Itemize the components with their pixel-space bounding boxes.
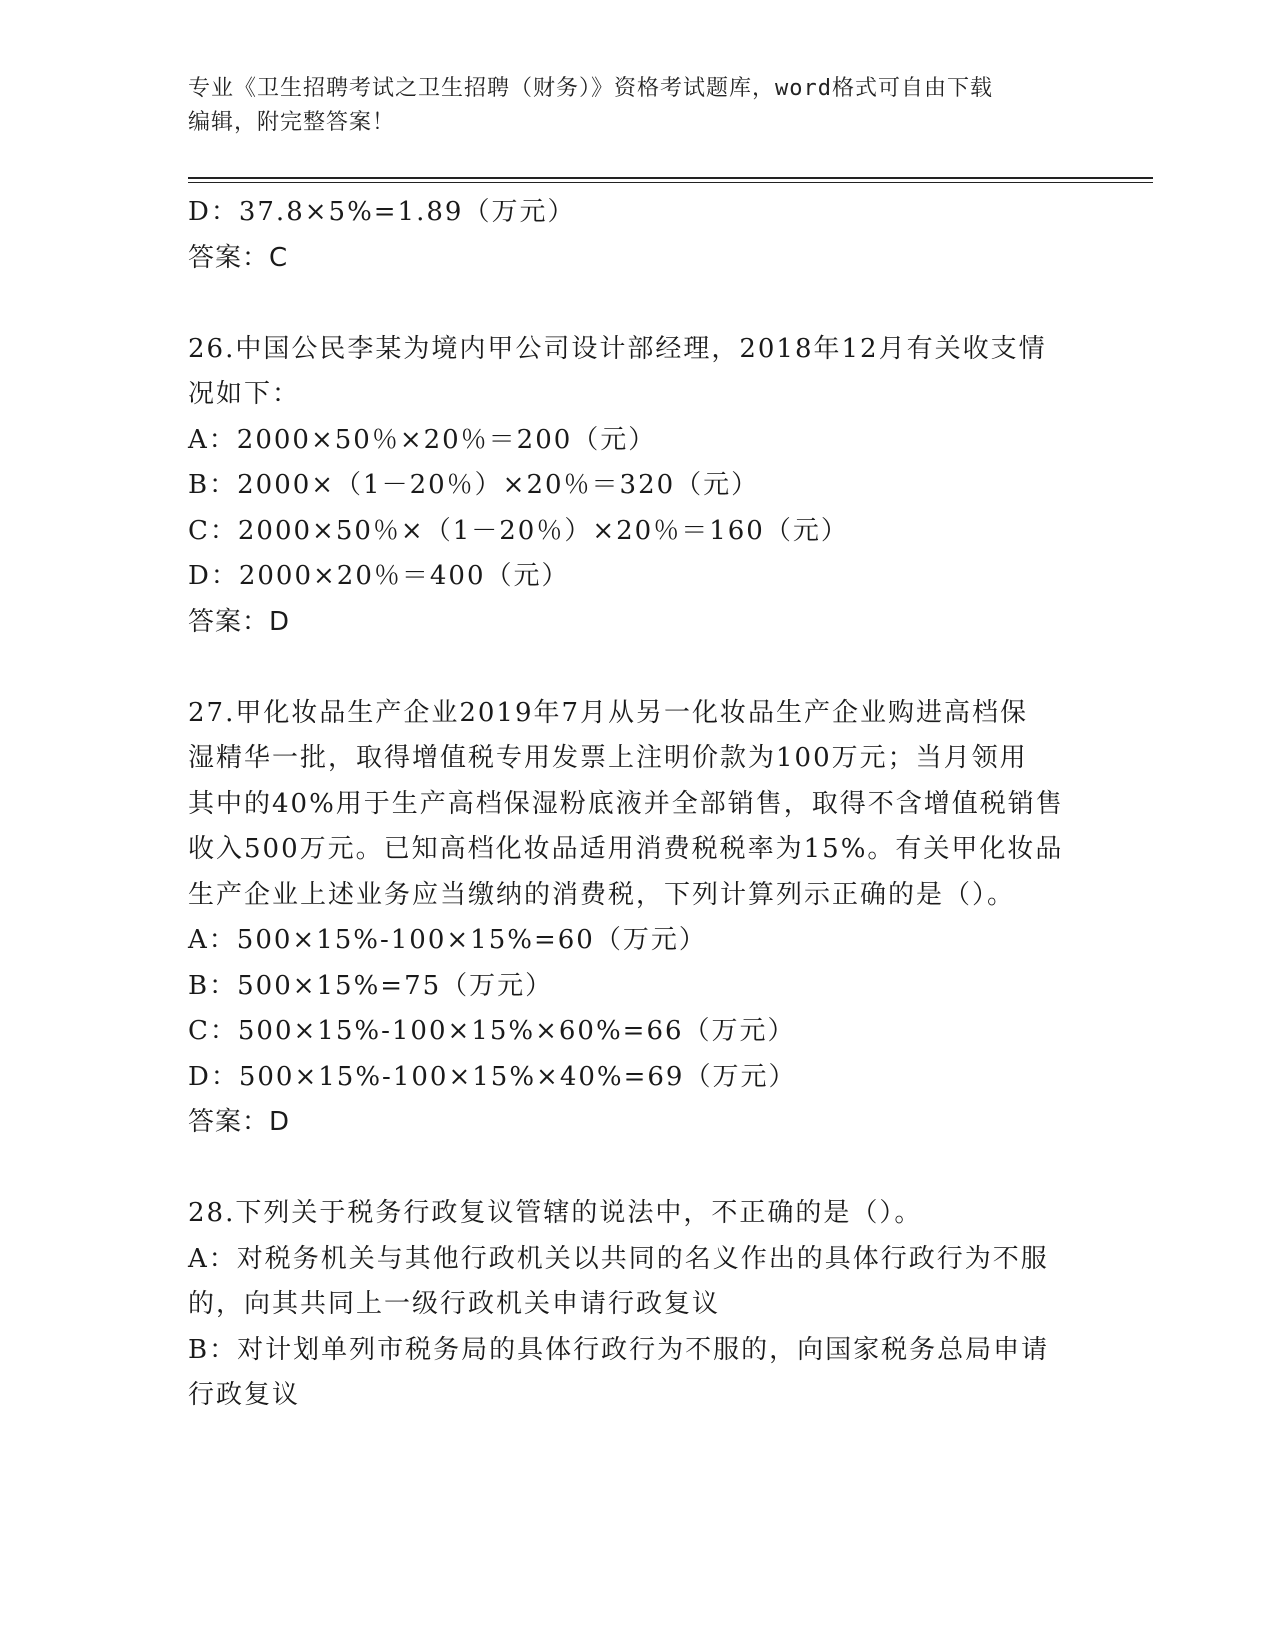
question-text: 其中的40%用于生产高档保湿粉底液并全部销售，取得不含增值税销售 [188, 788, 1064, 819]
option-b: B：2000×（1－20％）×20％＝320（元） [188, 470, 760, 500]
question-text: 收入500万元。已知高档化妆品适用消费税税率为15%。有关甲化妆品 [188, 834, 1064, 864]
page-header [188, 72, 1088, 140]
option-d: D：500×15%-100×15%×40%=69（万元） [188, 1061, 797, 1092]
option-c: C：500×15%-100×15%×60%=66（万元） [188, 1016, 796, 1046]
option-b: B：对计划单列市税务局的具体行政行为不服的，向国家税务总局申请 [188, 1334, 1050, 1365]
option-d: D：37.8×5%=1.89（万元） [188, 197, 576, 227]
header-divider [188, 177, 1153, 179]
question-27 [188, 691, 1108, 1146]
question-text: 况如下： [188, 379, 301, 409]
document-body [188, 190, 1108, 1419]
option-a: A：对税务机关与其他行政机关以共同的名义作出的具体行政行为不服 [188, 1243, 1049, 1274]
header-line-1: 专业《卫生招聘考试之卫生招聘（财务）》资格考试题库，word格式可自由下载 [188, 76, 993, 101]
option-a-cont: 的，向其共同上一级行政机关申请行政复议 [188, 1289, 721, 1319]
question-text: 生产企业上述业务应当缴纳的消费税，下列计算列示正确的是（）。 [188, 879, 1016, 910]
answer-line: 答案：D [188, 1107, 291, 1137]
question-26 [188, 327, 1108, 646]
answer-line: 答案：C [188, 242, 289, 273]
question-text: 湿精华一批，取得增值税专用发票上注明价款为100万元；当月领用 [188, 743, 1028, 773]
option-a: A：500×15%-100×15%=60（万元） [188, 925, 707, 955]
question-text: 27.甲化妆品生产企业2019年7月从另一化妆品生产企业购进高档保 [188, 697, 1029, 728]
option-b: B：500×15%=75（万元） [188, 970, 554, 1001]
question-text: 26.中国公民李某为境内甲公司设计部经理，2018年12月有关收支情 [188, 333, 1047, 364]
question-block [188, 190, 1108, 281]
option-d: D：2000×20％＝400（元） [188, 561, 570, 591]
option-b-cont: 行政复议 [188, 1380, 301, 1410]
question-28 [188, 1191, 1108, 1419]
header-line-2: 编辑，附完整答案！ [188, 110, 396, 135]
option-a: A：2000×50％×20％＝200（元） [188, 424, 657, 455]
header-divider-thin [188, 182, 1153, 183]
option-c: C：2000×50％×（1－20％）×20％＝160（元） [188, 515, 849, 546]
answer-line: 答案：D [188, 606, 291, 637]
question-text: 28.下列关于税务行政复议管辖的说法中，不正确的是（）。 [188, 1198, 923, 1228]
